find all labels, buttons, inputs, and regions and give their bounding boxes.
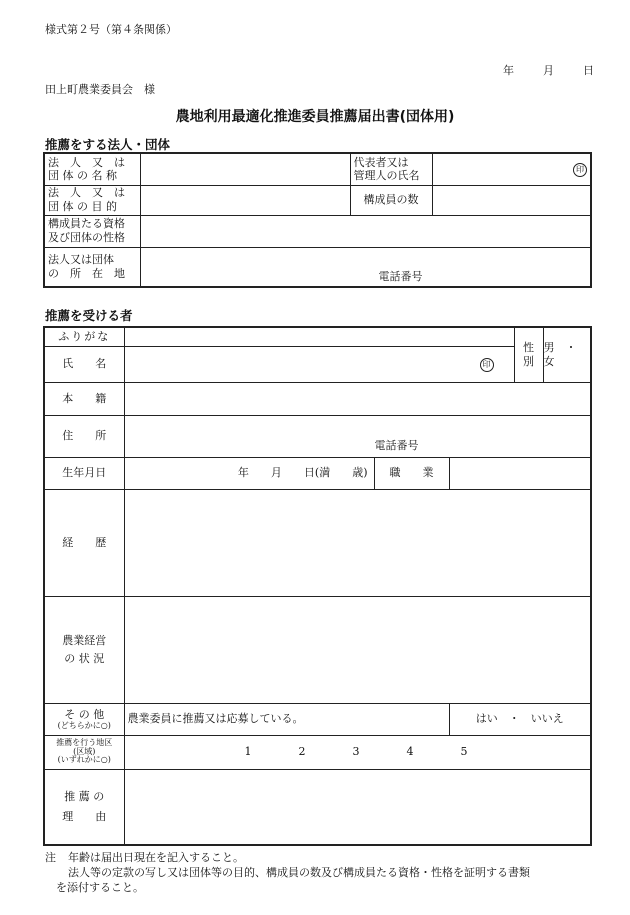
address-label: 住 所 — [44, 415, 124, 457]
note-prefix: 注 — [45, 851, 56, 864]
birth-label: 生年月日 — [44, 457, 124, 489]
date-year-label: 年 — [503, 64, 514, 77]
name-field[interactable] — [124, 346, 514, 382]
farm-status-field[interactable] — [124, 596, 591, 703]
org-address-field[interactable] — [140, 247, 591, 287]
section2-heading: 推薦を受ける者 — [45, 308, 133, 323]
honseki-field[interactable] — [124, 382, 591, 415]
page-title: 農地利用最適化推進委員推薦届出書(団体用) — [175, 109, 455, 125]
organization-table — [43, 152, 592, 288]
nominee-table — [43, 326, 592, 846]
org-name-field[interactable] — [140, 153, 350, 185]
district-option-3[interactable]: 3 — [352, 745, 360, 759]
district-options[interactable] — [124, 735, 591, 769]
addressee: 田上町農業委員会 様 — [45, 83, 155, 96]
sex-label: 性 別 — [515, 328, 544, 382]
honseki-label: 本 籍 — [44, 382, 124, 415]
org-address-label: 法人又は団体 の 所 在 地 — [44, 247, 140, 287]
seal-mark: 印 — [480, 358, 494, 372]
org-purpose-label: 法 人 又 は 団 体 の 目 的 — [44, 185, 140, 215]
date-month-label: 月 — [543, 64, 554, 77]
farm-status-label: 農業経営 の 状 況 — [44, 596, 124, 703]
org-phone-label: 電話番号 — [378, 270, 423, 284]
date-day-label: 日 — [583, 64, 594, 77]
note-line-1: 年齢は届出日現在を記入すること。 — [68, 851, 244, 864]
form-number: 様式第２号（第４条関係） — [45, 23, 177, 36]
district-option-4[interactable]: 4 — [406, 745, 414, 759]
other-label: そ の 他 (どちらかに○) — [44, 703, 124, 735]
address-field[interactable] — [124, 415, 591, 457]
member-count-label: 構成員の数 — [350, 185, 432, 215]
furigana-label: ふりがな — [44, 327, 124, 346]
phone-label: 電話番号 — [374, 438, 419, 452]
career-label: 経 歴 — [44, 489, 124, 596]
note-line-3: を添付すること。 — [56, 881, 144, 894]
section1-heading: 推薦をする法人・団体 — [45, 137, 171, 152]
occupation-field[interactable] — [449, 457, 591, 489]
sex-cell — [514, 327, 591, 382]
qualification-field[interactable] — [140, 215, 591, 247]
note-line-2: 法人等の定款の写し又は団体等の目的、構成員の数及び構成員たる資格・性格を証明する書類 — [68, 866, 530, 879]
career-field[interactable] — [124, 489, 591, 596]
other-options[interactable]: はい ・ いいえ — [449, 703, 591, 735]
furigana-field[interactable] — [124, 327, 514, 346]
seal-mark: 印 — [573, 163, 587, 177]
sex-options[interactable]: 男 ・ 女 — [543, 341, 588, 368]
org-purpose-field[interactable] — [140, 185, 350, 215]
birth-field[interactable]: 年 月 日(満 歳) — [124, 457, 374, 489]
other-text: 農業委員に推薦又は応募している。 — [124, 703, 449, 735]
reason-field[interactable] — [124, 769, 591, 845]
date-line — [503, 62, 594, 78]
rep-name-label: 代表者又は 管理人の氏名 — [350, 153, 432, 185]
district-option-5[interactable]: 5 — [460, 745, 468, 759]
member-count-field[interactable] — [432, 185, 591, 215]
occupation-label: 職 業 — [374, 457, 449, 489]
district-option-1[interactable]: 1 — [244, 745, 252, 759]
district-label: 推薦を行う地区 (区域) (いずれかに○) — [44, 735, 124, 769]
district-option-2[interactable]: 2 — [298, 745, 306, 759]
reason-label: 推 薦 の 理 由 — [44, 769, 124, 845]
rep-name-field[interactable] — [432, 153, 591, 185]
qualification-label: 構成員たる資格 及び団体の性格 — [44, 215, 140, 247]
name-label: 氏 名 — [44, 346, 124, 382]
org-name-label: 法 人 又 は 団 体 の 名 称 — [44, 153, 140, 185]
